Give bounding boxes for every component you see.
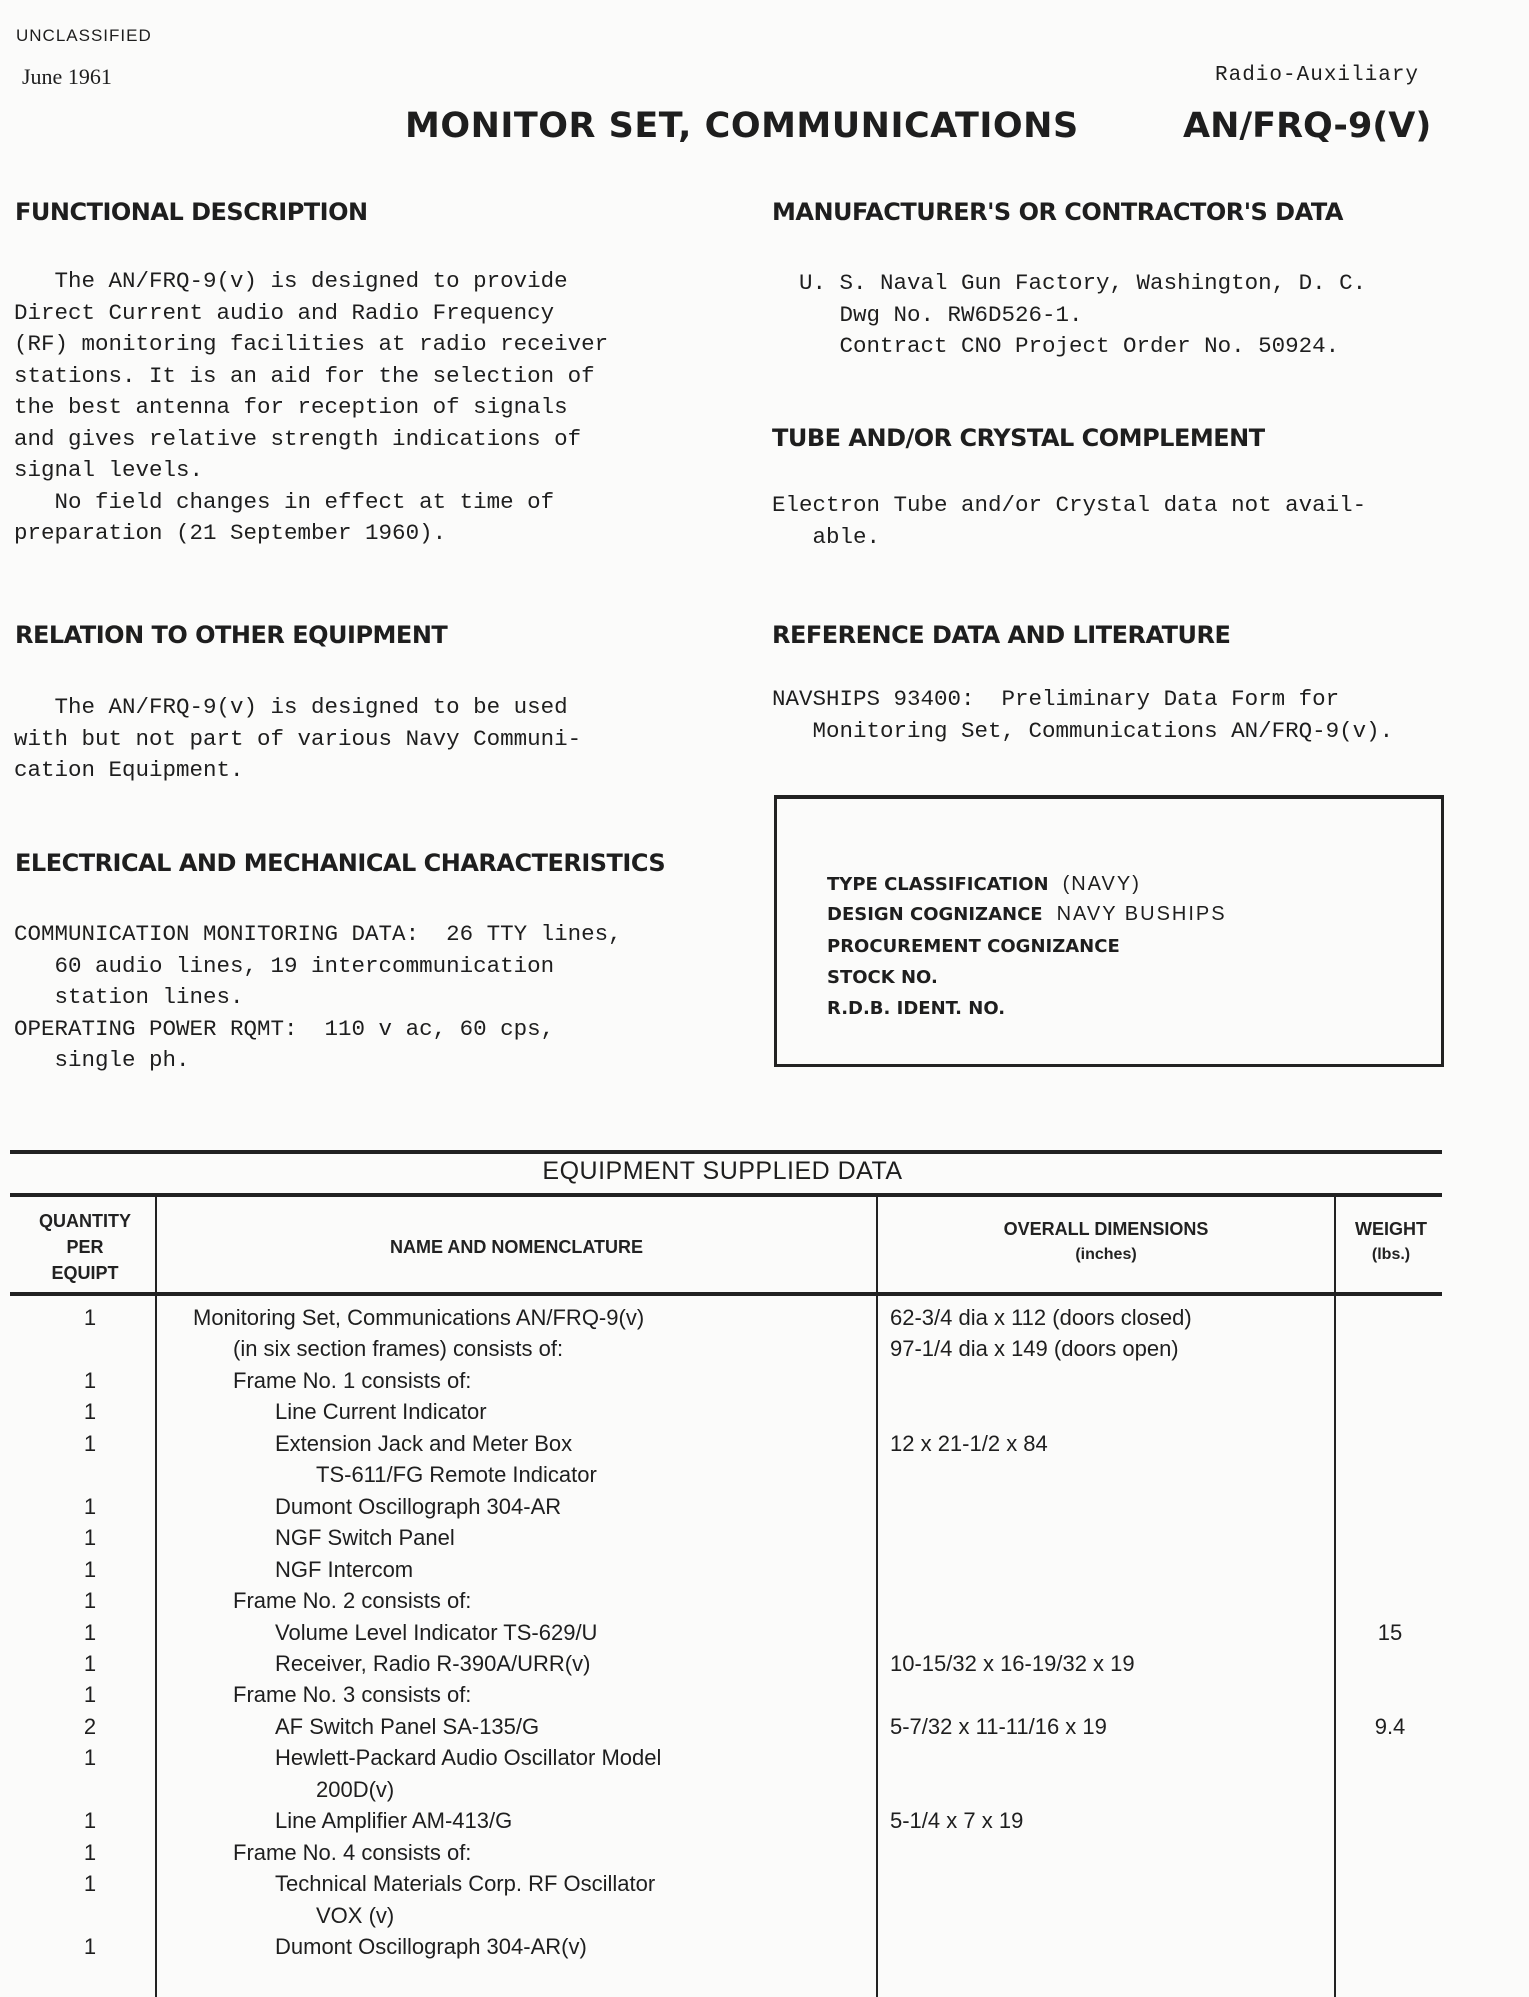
text-line: (RF) monitoring facilities at radio receiver xyxy=(14,331,609,357)
table-row xyxy=(0,1620,1529,1652)
nomenclature-cell: Dumont Oscillograph 304-AR xyxy=(275,1493,562,1519)
quantity-cell: 1 xyxy=(83,1556,97,1582)
table-row xyxy=(0,1871,1529,1903)
characteristics-text xyxy=(14,919,622,1077)
table-row xyxy=(0,1840,1529,1872)
nomenclature-cell: Line Amplifier AM-413/G xyxy=(275,1808,513,1834)
column-header-weight: WEIGHT (lbs.) xyxy=(1355,1219,1427,1263)
nomenclature-cell: Monitoring Set, Communications AN/FRQ-9(v) xyxy=(193,1305,645,1330)
quantity-cell: 1 xyxy=(83,1619,97,1645)
table-row xyxy=(0,1494,1529,1526)
text-line: Monitoring Set, Communications AN/FRQ-9(v). xyxy=(772,717,1394,744)
text-line: U. S. Naval Gun Factory, Washington, D. C. xyxy=(772,270,1367,296)
manufacturer-text xyxy=(772,268,1366,363)
nomenclature-cell: Line Current Indicator xyxy=(275,1399,487,1425)
text-line: station lines. xyxy=(14,984,244,1010)
quantity-cell: 1 xyxy=(83,1934,97,1959)
tube-complement-text xyxy=(772,490,1366,553)
table-row xyxy=(0,1462,1529,1494)
table-row xyxy=(0,1903,1529,1935)
quantity-cell: 1 xyxy=(83,1305,97,1330)
quantity-cell: 1 xyxy=(83,1871,97,1897)
quantity-cell: 2 xyxy=(83,1713,97,1739)
nomenclature-cell: NGF Intercom xyxy=(275,1556,414,1582)
table-row xyxy=(0,1745,1529,1777)
stock-no-row xyxy=(827,966,952,989)
column-header-dimensions: OVERALL DIMENSIONS (inches) xyxy=(1003,1219,1209,1263)
quantity-cell: 1 xyxy=(83,1839,97,1865)
rdb-ident-label: R.D.B. IDENT. NO. xyxy=(827,998,1006,1019)
nomenclature-cell: Frame No. 3 consists of: xyxy=(233,1682,472,1708)
text-line: NAVSHIPS 93400: Preliminary Data Form for xyxy=(772,686,1340,712)
functional-description-heading: FUNCTIONAL DESCRIPTION xyxy=(15,198,368,226)
table-row xyxy=(0,1399,1529,1431)
quantity-cell: 1 xyxy=(83,1588,97,1614)
text-line: No field changes in effect at time of xyxy=(14,488,555,515)
column-header-name: NAME AND NOMENCLATURE xyxy=(390,1237,643,1257)
nomenclature-cell: AF Switch Panel SA-135/G xyxy=(275,1713,540,1739)
quantity-cell: 1 xyxy=(83,1745,97,1771)
stock-no-label: STOCK NO. xyxy=(827,967,938,988)
text-line: preparation (21 September 1960). xyxy=(14,520,447,546)
classification-box xyxy=(774,795,1444,1067)
text-line: Electron Tube and/or Crystal data not avail- xyxy=(772,492,1367,518)
weight-cell: 15 xyxy=(1377,1619,1403,1645)
dimensions-cell: 10-15/32 x 16-19/32 x 19 xyxy=(890,1650,1135,1676)
rdb-ident-row xyxy=(827,997,1019,1020)
dimensions-cell: 97-1/4 dia x 149 (doors open) xyxy=(890,1336,1179,1362)
nomenclature-cell: NGF Switch Panel xyxy=(275,1525,455,1551)
reference-text xyxy=(772,684,1393,747)
nomenclature-cell: Hewlett-Packard Audio Oscillator Model xyxy=(275,1745,662,1771)
nomenclature-cell: Receiver, Radio R-390A/URR(v) xyxy=(275,1650,591,1676)
text-line: The AN/FRQ-9(v) is designed to provide xyxy=(14,268,568,294)
relation-heading: RELATION TO OTHER EQUIPMENT xyxy=(15,621,448,649)
quantity-cell: 1 xyxy=(83,1399,97,1425)
nomenclature-cell: (in six section frames) consists of: xyxy=(233,1336,564,1362)
quantity-cell: 1 xyxy=(83,1367,97,1393)
table-row xyxy=(0,1651,1529,1683)
text-line: 60 audio lines, 19 intercommunication xyxy=(14,952,555,979)
quantity-cell: 1 xyxy=(83,1493,97,1519)
table-row xyxy=(0,1525,1529,1557)
equipment-table-title: EQUIPMENT SUPPLIED DATA xyxy=(542,1157,903,1185)
text-line: COMMUNICATION MONITORING DATA: 26 TTY lines, xyxy=(14,921,622,947)
procurement-cognizance-row xyxy=(827,935,1134,958)
nomenclature-cell: VOX (v) xyxy=(316,1902,395,1928)
text-line: with but not part of various Navy Communi- xyxy=(14,725,582,752)
text-line: the best antenna for reception of signals xyxy=(14,394,568,420)
dimensions-cell: 5-1/4 x 7 x 19 xyxy=(890,1808,1024,1834)
reference-heading: REFERENCE DATA AND LITERATURE xyxy=(772,621,1231,649)
table-row xyxy=(0,1588,1529,1620)
design-cognizance-value: NAVY BUSHIPS xyxy=(1056,903,1227,925)
text-line: Contract CNO Project Order No. 50924. xyxy=(772,333,1340,359)
quantity-cell: 1 xyxy=(83,1682,97,1708)
manufacturer-heading: MANUFACTURER'S OR CONTRACTOR'S DATA xyxy=(772,198,1343,226)
text-line: able. xyxy=(772,523,881,550)
text-line: Dwg No. RW6D526-1. xyxy=(772,301,1083,328)
quantity-cell: 1 xyxy=(83,1650,97,1676)
relation-text xyxy=(14,692,581,787)
text-line: single ph. xyxy=(14,1047,190,1073)
page-title: MONITOR SET, COMMUNICATIONS xyxy=(405,106,1079,146)
procurement-cognizance-label: PROCUREMENT COGNIZANCE xyxy=(827,936,1120,957)
classification-label: UNCLASSIFIED xyxy=(16,26,152,45)
nomenclature-cell: Volume Level Indicator TS-629/U xyxy=(275,1619,598,1645)
table-row xyxy=(0,1777,1529,1809)
table-top-rule xyxy=(10,1150,1442,1154)
nomenclature-cell: 200D(v) xyxy=(316,1776,395,1802)
dimensions-cell: 12 x 21-1/2 x 84 xyxy=(890,1430,1048,1456)
table-row xyxy=(0,1934,1529,1966)
nomenclature-cell: Extension Jack and Meter Box xyxy=(275,1430,573,1456)
quantity-cell: 1 xyxy=(83,1808,97,1834)
table-row xyxy=(0,1557,1529,1589)
nomenclature-cell: Frame No. 1 consists of: xyxy=(233,1367,472,1393)
quantity-cell: 1 xyxy=(83,1430,97,1456)
text-line: OPERATING POWER RQMT: 110 v ac, 60 cps, xyxy=(14,1015,555,1042)
category-label: Radio-Auxiliary xyxy=(1215,64,1420,87)
model-designation: AN/FRQ-9(V) xyxy=(1183,106,1432,146)
text-line: cation Equipment. xyxy=(14,757,244,783)
publication-date: June 1961 xyxy=(22,64,112,89)
dimensions-cell: 62-3/4 dia x 112 (doors closed) xyxy=(890,1305,1192,1330)
table-row xyxy=(0,1431,1529,1463)
table-header-bottom-rule xyxy=(10,1292,1442,1296)
design-cognizance-label: DESIGN COGNIZANCE xyxy=(827,904,1043,925)
table-row xyxy=(0,1808,1529,1840)
table-row xyxy=(0,1305,1529,1337)
nomenclature-cell: TS-611/FG Remote Indicator xyxy=(316,1462,597,1488)
nomenclature-cell: Technical Materials Corp. RF Oscillator xyxy=(275,1871,656,1897)
text-line: stations. It is an aid for the selection of xyxy=(14,362,595,389)
table-row xyxy=(0,1714,1529,1746)
column-header-quantity: QUANTITY PER EQUIPT xyxy=(39,1211,131,1283)
functional-description-text xyxy=(14,266,608,550)
text-line: Direct Current audio and Radio Frequency xyxy=(14,299,555,326)
type-classification-label: TYPE CLASSIFICATION xyxy=(827,874,1049,895)
table-row xyxy=(0,1368,1529,1400)
text-line: The AN/FRQ-9(v) is designed to be used xyxy=(14,694,568,720)
nomenclature-cell: Frame No. 2 consists of: xyxy=(233,1588,472,1614)
quantity-cell: 1 xyxy=(83,1525,97,1551)
design-cognizance-row xyxy=(827,903,1227,926)
dimensions-cell: 5-7/32 x 11-11/16 x 19 xyxy=(890,1713,1107,1739)
type-classification-value: (NAVY) xyxy=(1062,873,1141,895)
characteristics-heading: ELECTRICAL AND MECHANICAL CHARACTERISTICS xyxy=(15,849,666,877)
weight-cell: 9.4 xyxy=(1374,1713,1406,1739)
nomenclature-cell: Dumont Oscillograph 304-AR(v) xyxy=(275,1934,587,1959)
nomenclature-cell: Frame No. 4 consists of: xyxy=(233,1839,472,1865)
type-classification-row xyxy=(827,873,1141,896)
table-header-top-rule xyxy=(10,1193,1442,1197)
table-row xyxy=(0,1336,1529,1368)
tube-complement-heading: TUBE AND/OR CRYSTAL COMPLEMENT xyxy=(772,424,1265,452)
table-row xyxy=(0,1682,1529,1714)
text-line: and gives relative strength indications of xyxy=(14,425,582,452)
text-line: signal levels. xyxy=(14,457,204,483)
